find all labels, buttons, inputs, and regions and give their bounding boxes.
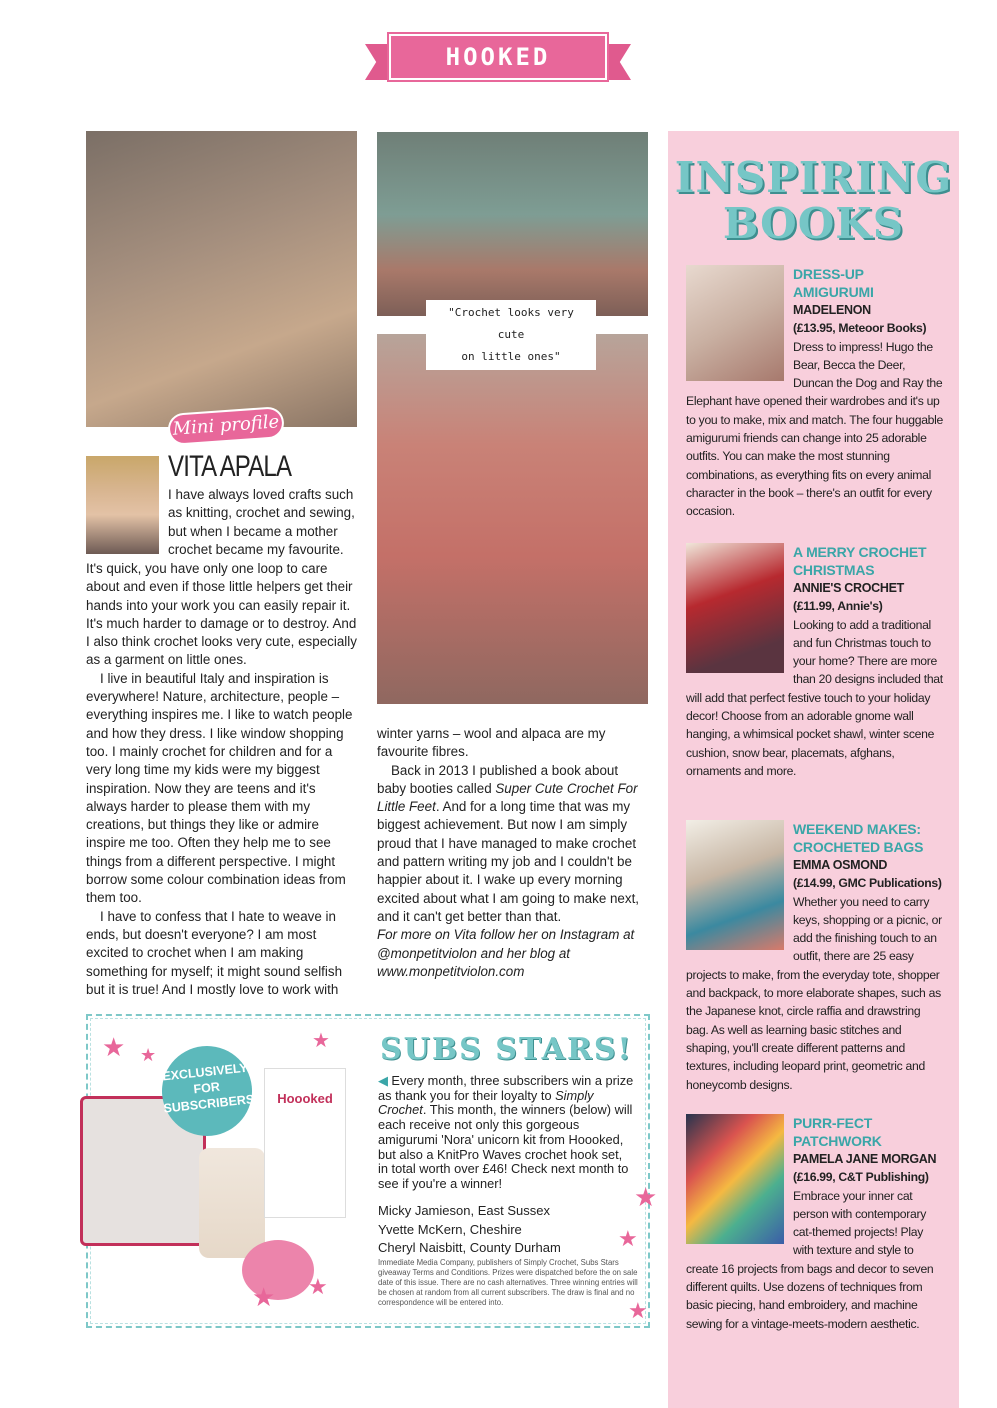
paragraph: I live in beautiful Italy and inspiration is everywhere! Nature, architecture, people – everything inspires me. I like to watch people and how they dress. I like window shopping too. I mainly crochet for children and for a very long time my kids were my biggest inspiration. Now they are teens and it's always harder to please them with my creations, but things they like or admire inspire me too. Often they help me to see things from a different perspective. I might borrow some colour combination ideas from them too. <box>86 670 353 906</box>
text-run: . And for a long time that was my biggest achievement. But now I am simply proud that I have managed to make crochet and pattern writing my job and I couldn't be happier about it. I wake up every morning excited about what I am going to make next, and it can't get better than that. <box>377 799 640 924</box>
social-links: For more on Vita follow her on Instagram at @monpetitviolon and her blog at www.monpetitviolon.com <box>377 927 635 979</box>
text-run: Back in 2013 I published a book about baby booties called <box>377 762 619 796</box>
section-label: HOOKED <box>445 43 551 71</box>
paragraph: It's quick, you have only one loop to care about and even if those little helpers get their hands into your work you can easily repair it. It's much harder to damage or to destroy. And I also think crochet looks very cute, especially as a garment on little ones. <box>86 561 357 668</box>
book-title: WEEKEND MAKES: CROCHETED BAGS <box>793 821 924 855</box>
photo-pink-romper <box>377 334 648 704</box>
terms-and-conditions: Immediate Media Company, publishers of Simply Crochet, Subs Stars giveaway Terms and Conditions. Prizes were dispatched before the on sale date of this issue. There are no cash alternatives. Three winning entries will be chosen at random from all current subscribers. The draw is final and no correspondence will be entered into. <box>378 1258 638 1307</box>
profile-name: VITA APALA <box>168 450 292 483</box>
book-description: Looking to add a traditional and fun Christmas touch to your home? There are more than 20 designs included that will add that perfect festive touch to your holiday decor! Choose from an adorable gnome wall hanging, a whimsical pocket shawl, winter scene cushion, snow bear, placemats, afghans, ornaments and more. <box>686 617 943 778</box>
sidebar-title-line: BOOKS <box>722 199 905 248</box>
star-icon: ★ <box>252 1282 276 1312</box>
subs-description <box>378 1074 634 1192</box>
kit-brand: Hoooked <box>277 1091 333 1106</box>
paragraph <box>377 762 649 927</box>
book-cover <box>686 820 784 950</box>
paragraph: winter yarns – wool and alpaca are my favourite fibres. <box>377 726 606 760</box>
book-description: Embrace your inner cat person with contemporary cat-themed projects! Play with texture and style to create 16 projects from bags and decor to seven different quilts. Use dozens of techniques from basic piecing, hand embroidery, and machine sewing for a vintage-meets-modern aesthetic. <box>686 1188 934 1331</box>
text-run: . This month, the winners (below) will each receive not only this gorgeous amigurumi 'Nora' unicorn kit from Hoooked, but also a KnitPro Waves crochet hook set, in total worth over £46! Check next month to see if you're a winner! <box>378 1102 633 1191</box>
text-run: Every month, three subscribers win a prize as thank you for their loyalty to <box>378 1073 634 1103</box>
pull-quote-line: on little ones" <box>461 350 561 363</box>
ribbon-band <box>389 34 607 80</box>
magazine-name: Simply Crochet <box>378 1087 594 1118</box>
paragraph: I have to confess that I hate to weave in ends, but doesn't everyone? I am most excited to crochet when I am making something for myself; it might sound selfish but it is true! And I mostly love to work with <box>86 908 343 997</box>
star-icon: ★ <box>140 1045 157 1065</box>
photo-green-leaf-sweater <box>377 132 648 316</box>
book-title: A MERRY CROCHET CHRISTMAS <box>793 544 927 578</box>
star-icon: ★ <box>628 1298 648 1323</box>
photo-pull-quote <box>426 300 596 370</box>
prize-image <box>74 1042 374 1317</box>
photo-cream-cardigan <box>86 131 357 427</box>
subs-stars-box <box>86 1014 658 1328</box>
book-entry <box>686 820 944 1094</box>
star-icon: ★ <box>308 1274 328 1299</box>
book-title: DRESS-UP AMIGURUMI <box>793 266 874 300</box>
arrow-left-icon: ◀ <box>378 1073 388 1088</box>
winner-name: Yvette McKern, Cheshire <box>378 1221 522 1237</box>
sidebar-title <box>668 155 959 247</box>
sidebar-title-line: INSPIRING <box>674 153 953 202</box>
book-price: (£16.99, C&T Publishing) <box>793 1170 929 1185</box>
star-icon: ★ <box>634 1182 658 1212</box>
book-price: (£11.99, Annie's) <box>793 599 883 614</box>
book-entry <box>686 543 944 780</box>
winner-name: Micky Jamieson, East Sussex <box>378 1203 550 1218</box>
intro-paragraph: I have always loved crafts such as knitting, crochet and sewing, but when I became a mother crochet became my favourite. <box>168 487 355 557</box>
profile-intro <box>168 486 358 559</box>
book-author: EMMA OSMOND <box>793 858 888 872</box>
book-cover <box>686 1114 784 1244</box>
portrait-photo <box>86 456 159 554</box>
pull-quote-line: "Crochet looks very cute <box>448 306 574 341</box>
book-price: (£13.95, Meteoor Books) <box>793 321 927 336</box>
book-entry <box>686 265 944 521</box>
winner-name: Cheryl Naisbitt, County Durham <box>378 1240 561 1255</box>
book-description: Dress to impress! Hugo the Bear, Becca the Deer, Duncan the Dog and Ray the Elephant have opened their wardrobes and it's up to you to make, mix and match. The four huggable amigurumi friends can change into 25 adorable outfits. You can make the most stunning combinations, as everything fits on every animal character in the book – there's an outfit for every occasion. <box>686 339 944 519</box>
book-author: ANNIE'S CROCHET <box>793 581 904 595</box>
book-title: PURR-FECT PATCHWORK <box>793 1115 882 1149</box>
book-description: Whether you need to carry keys, shopping or a picnic, or add the finishing touch to an outfit, there are 25 easy projects to make, from the everyday tote, shopper and backpack, to more elaborate shapes, such as the Japanese knot, circle raffia and drawstring bag. As well as learning basic stitches and shaping, you'll create different patterns and textures, including leopard print, geometric and honeycomb designs. <box>686 894 942 1092</box>
book-author: MADELENON <box>793 303 871 317</box>
book-cover <box>686 265 784 381</box>
book-price: (£14.99, GMC Publications) <box>793 876 942 891</box>
article-column-1 <box>86 560 358 999</box>
exclusive-badge: EXCLUSIVELY FOR SUBSCRIBERS! <box>158 1042 257 1141</box>
section-ribbon <box>365 34 631 88</box>
star-icon: ★ <box>312 1030 330 1052</box>
mini-profile-tag: Mini profile <box>167 406 285 446</box>
yarn-cone <box>199 1148 265 1258</box>
article-column-2 <box>377 725 649 981</box>
inspiring-books-sidebar <box>668 131 959 1408</box>
book-title: Super Cute Crochet For Little Feet <box>377 780 638 815</box>
book-author: PAMELA JANE MORGAN <box>793 1152 937 1166</box>
star-icon: ★ <box>618 1226 638 1251</box>
subs-title: SUBS STARS! <box>380 1032 633 1067</box>
star-icon: ★ <box>102 1032 126 1062</box>
book-cover <box>686 543 784 673</box>
winners-list <box>378 1202 634 1258</box>
book-entry <box>686 1114 944 1333</box>
unicorn-kit-box <box>264 1068 346 1218</box>
